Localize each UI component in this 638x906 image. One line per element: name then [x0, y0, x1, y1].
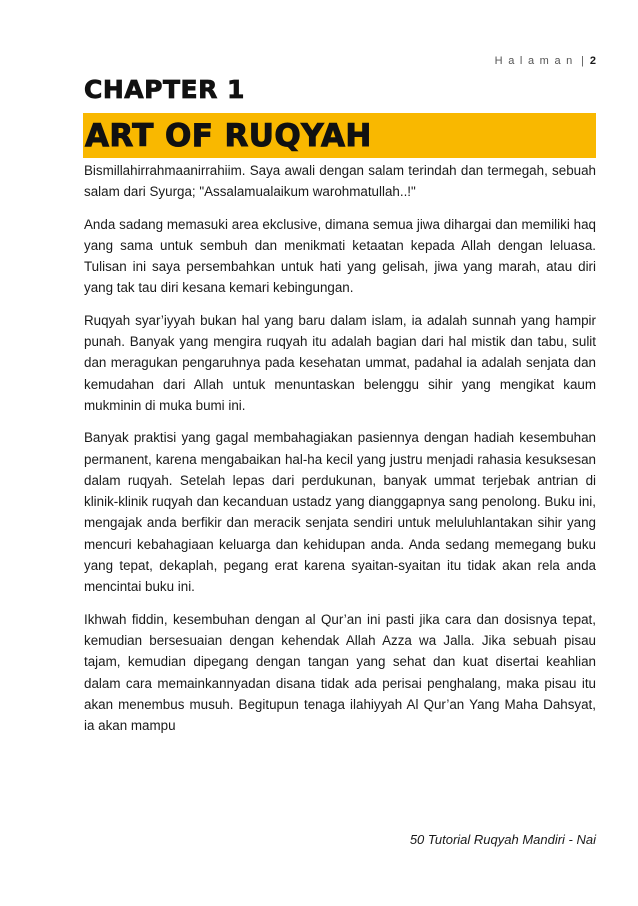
page-number: 2: [589, 55, 596, 67]
paragraph-5: Ikhwah fiddin, kesembuhan dengan al Qur’an ini pasti jika cara dan dosisnya tepat, kemudian bersesuaian dengan kehendak Allah Azza wa Jalla. Jika sebuah pisau tajam, kemudian dipegang dengan tangan yang sehat dan kuat disertai keahlian dalam cara memainkannyadan disana tidak ada perisai penghalang, maka pisau itu akan menembus musuh. Begitupun tenaga ilahiyyah Al Qur’an Yang Maha Dahsyat, ia akan mampu: [84, 611, 596, 734]
body-text: [84, 160, 596, 747]
footer-book-title: 50 Tutorial Ruqyah Mandiri - Nai: [409, 832, 596, 847]
paragraph-2: Anda sadang memasuki area ekclusive, dimana semua jiwa dihargai dan memiliki haq yang sama untuk sembuh dan menikmati ketaatan kepada Allah dengan leluasa. Tulisan ini saya persembahkan untuk hati yang gelisah, jiwa yang marah, atau diri yang tak tau diri kesana kemari kebingungan.: [84, 216, 596, 296]
paragraph-1: Bismillahirrahmaanirrahiim. Saya awali dengan salam terindah dan termegah, sebuah salam dari Syurga; "Assalamualaikum warohmatullah..!": [84, 163, 596, 200]
paragraph-4: Banyak praktisi yang gagal membahagiakan pasiennya dengan hadiah kesembuhan permanent, karena mengabaikan hal-ha kecil yang justru menjadi rahasia kesuksesan dalam ruqyah. Setelah lepas dari perdukunan, banyak ummat terjebak antrian di klinik-klinik ruqyah dan kecanduan ustadz yang dianggapnya sang penolong. Buku ini, mengajak anda berfikir dan meracik senjata sendiri untuk meluluhlantakan sihir yang mencuri kebahagiaan keluarga dan kehidupan anda. Anda sedang memegang buku yang tepat, dekaplah, pegang erat karena syaitan-syaitan itu tidak akan rela anda mencintai buku ini.: [84, 430, 596, 595]
page-number-header: [495, 55, 596, 67]
page-label: Halaman: [494, 55, 578, 67]
paragraph-3: Ruqyah syar’iyyah bukan hal yang baru dalam islam, ia adalah sunnah yang hampir punah. Banyak yang mengira ruqyah itu adalah bagian dari hal mistik dan tabu, sulit dan meragukan pengaruhnya pada kesehatan ummat, padahal ia adalah senjata dan kemudahan dari Allah untuk menuntaskan belenggu sihir yang mengikat kaum mukminin di muka bumi ini.: [84, 312, 596, 413]
chapter-title: ART OF RUQYAH: [85, 118, 372, 154]
chapter-title-band: [83, 113, 596, 158]
chapter-label: CHAPTER 1: [84, 75, 245, 104]
page-separator: |: [580, 55, 584, 67]
